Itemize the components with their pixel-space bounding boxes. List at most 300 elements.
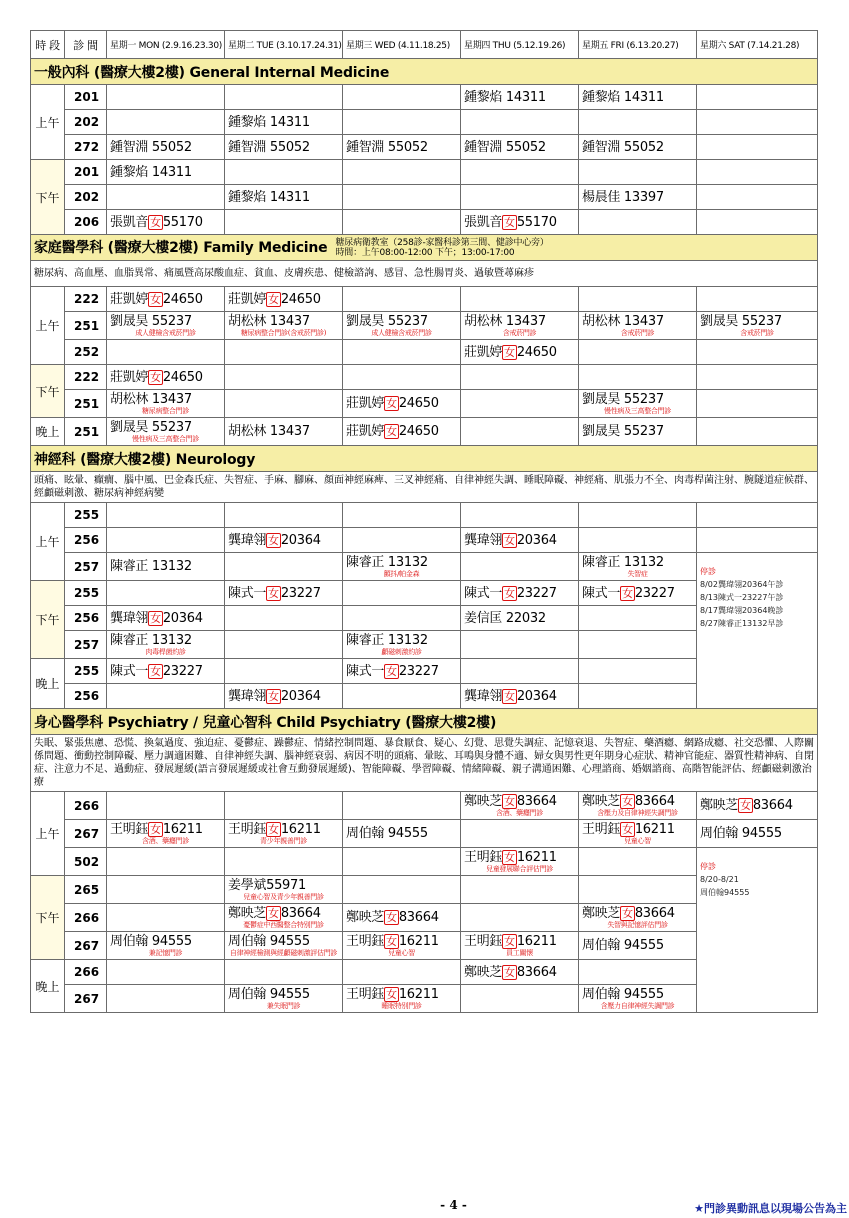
dept-header-row (31, 235, 818, 261)
room-number: 222 (65, 287, 107, 312)
female-badge: 女 (268, 533, 279, 547)
doctor-name (464, 689, 575, 704)
schedule-cell (461, 365, 579, 390)
schedule-cell (225, 210, 343, 235)
doctor-code: 83664 (752, 798, 793, 813)
doctor-name-text: 周伯翰 94555 (228, 934, 310, 949)
schedule-cell (107, 659, 225, 684)
dept-note-line: 時間：上午08:00-12:00 下午；13:00-17:00 (335, 248, 515, 258)
doctor-name-text: 鍾智淵 55052 (228, 139, 310, 155)
female-badge: 女 (504, 215, 515, 229)
schedule-cell (343, 418, 461, 446)
doctor-name (582, 987, 693, 1002)
doctor-name (582, 822, 693, 837)
doctor-name-text: 胡松林 13437 (110, 392, 192, 407)
female-badge: 女 (504, 851, 515, 864)
schedule-row (31, 820, 818, 848)
schedule-cell (225, 659, 343, 684)
schedule-cell (225, 110, 343, 135)
doctor-name (346, 664, 457, 679)
schedule-row (31, 312, 818, 340)
schedule-cell (343, 581, 461, 606)
dept-title-cell (31, 709, 818, 735)
dept-desc-row (31, 261, 818, 287)
schedule-cell (461, 160, 579, 185)
doctor-code: 16211 (398, 987, 439, 1002)
clinic-note: 顱磁刺激約診 (381, 648, 422, 656)
clinic-note: 兒童心智 (624, 837, 651, 845)
doctor-code: 83664 (634, 794, 675, 809)
dept-note (335, 238, 548, 258)
schedule-cell (697, 312, 818, 340)
schedule-cell (343, 606, 461, 631)
doctor-name-text: 鄭映芝 (464, 964, 503, 980)
clinic-note: 含戒菸門診 (740, 329, 774, 337)
schedule-cell (343, 820, 461, 848)
doctor-code: 23227 (516, 585, 557, 601)
room-number: 252 (65, 340, 107, 365)
day-header: 星期二 TUE (3.10.17.24.31) (225, 31, 343, 59)
schedule-row (31, 553, 818, 581)
doctor-code: 20364 (280, 688, 321, 704)
doctor-name (700, 314, 814, 329)
doctor-name (110, 664, 221, 679)
doctor-name-text: 王明鈺 (464, 850, 503, 865)
female-badge: 女 (504, 935, 515, 948)
doctor-name-text: 莊凱婷 (346, 424, 385, 439)
schedule-cell (579, 553, 697, 581)
doctor-name-text: 周伯翰 94555 (582, 938, 664, 953)
doctor-name-text: 鍾智淵 55052 (110, 139, 192, 155)
day-header: 星期五 FRI (6.13.20.27) (579, 31, 697, 59)
schedule-cell (225, 528, 343, 553)
schedule-cell (461, 185, 579, 210)
clinic-note: 自律神經檢測與經顱磁刺激評估門診 (229, 949, 338, 957)
schedule-cell (225, 960, 343, 985)
doctor-name-text: 鍾智淵 55052 (582, 139, 664, 155)
doctor-name (582, 314, 693, 329)
doctor-name-text: 劉晟昊 55237 (582, 424, 664, 439)
schedule-cell (697, 365, 818, 390)
schedule-cell (343, 876, 461, 904)
schedule-cell (461, 503, 579, 528)
room-number: 206 (65, 210, 107, 235)
period-label: 上午 (31, 287, 65, 365)
schedule-cell (579, 848, 697, 876)
schedule-cell (107, 960, 225, 985)
doctor-name-text: 劉晟昊 55237 (346, 314, 428, 329)
female-badge: 女 (740, 799, 751, 812)
period-label: 上午 (31, 792, 65, 876)
doctor-code: 55170 (162, 214, 203, 230)
doctor-name-text: 王明鈺 (110, 822, 149, 837)
doctor-name-text: 鍾黎焰 14311 (228, 189, 310, 205)
doctor-name (110, 420, 221, 435)
doctor-name (700, 826, 814, 841)
schedule-cell (343, 960, 461, 985)
doctor-name (346, 934, 457, 949)
schedule-cell (579, 581, 697, 606)
female-badge: 女 (268, 823, 279, 836)
doctor-name-text: 鄭映芝 (346, 910, 385, 925)
doctor-name (228, 115, 339, 130)
clinic-note: 糖尿病整合門診(含戒菸門診) (240, 329, 327, 337)
page-number: - 4 - (440, 1198, 467, 1212)
schedule-cell (225, 820, 343, 848)
dept-title-cell (31, 235, 818, 261)
schedule-cell (697, 418, 818, 446)
doctor-name (464, 794, 575, 809)
schedule-cell (225, 160, 343, 185)
doctor-name (464, 850, 575, 865)
schedule-cell (225, 85, 343, 110)
schedule-cell (461, 340, 579, 365)
doctor-name (464, 314, 575, 329)
room-number: 251 (65, 418, 107, 446)
clinic-note: 兒童心智及青少年親善門診 (243, 893, 324, 901)
clinic-note: 含壓力自律神經失調門診 (600, 1002, 675, 1010)
doctor-name (228, 934, 339, 949)
period-label: 下午 (31, 876, 65, 960)
schedule-cell (461, 390, 579, 418)
schedule-cell (579, 390, 697, 418)
doctor-name-text: 莊凱婷 (464, 344, 503, 360)
clinic-note: 兒童心智 (388, 949, 415, 957)
female-badge: 女 (504, 586, 515, 600)
schedule-cell (225, 553, 343, 581)
doctor-code: 16211 (516, 934, 557, 949)
doctor-code: 24650 (162, 291, 203, 307)
doctor-code: 20364 (516, 688, 557, 704)
schedule-cell (225, 684, 343, 709)
schedule-cell (225, 503, 343, 528)
schedule-cell (579, 160, 697, 185)
doctor-name-text: 鍾黎焰 14311 (110, 164, 192, 180)
schedule-cell (107, 792, 225, 820)
room-number: 266 (65, 792, 107, 820)
schedule-row (31, 390, 818, 418)
suspension-line: 周伯翰94555 (700, 888, 750, 897)
room-number: 266 (65, 904, 107, 932)
doctor-name (464, 90, 575, 105)
doctor-name-text: 姜學斌55971 (228, 878, 306, 893)
schedule-cell (579, 904, 697, 932)
schedule-cell (107, 904, 225, 932)
schedule-cell (343, 985, 461, 1013)
doctor-code: 83664 (398, 910, 439, 925)
schedule-cell (343, 365, 461, 390)
doctor-name (582, 938, 693, 953)
doctor-name (582, 90, 693, 105)
schedule-cell (579, 960, 697, 985)
schedule-cell (343, 503, 461, 528)
schedule-cell (579, 792, 697, 820)
schedule-cell (461, 631, 579, 659)
doctor-name (582, 190, 693, 205)
schedule-cell (697, 185, 818, 210)
schedule-row (31, 528, 818, 553)
doctor-code: 20364 (516, 532, 557, 548)
schedule-cell (225, 287, 343, 312)
doctor-name (346, 140, 457, 155)
schedule-cell (107, 503, 225, 528)
clinic-note: 含酒、藥癮門診 (142, 837, 189, 845)
schedule-cell (343, 312, 461, 340)
doctor-name (228, 689, 339, 704)
clinic-note: 含戒菸門診 (502, 329, 537, 337)
schedule-cell (225, 390, 343, 418)
schedule-cell (461, 606, 579, 631)
room-number: 257 (65, 631, 107, 659)
doctor-name-text: 王明鈺 (228, 822, 267, 837)
schedule-cell (461, 848, 579, 876)
schedule-cell (579, 528, 697, 553)
female-badge: 女 (622, 823, 633, 836)
schedule-cell (461, 985, 579, 1013)
period-label: 下午 (31, 160, 65, 235)
female-badge: 女 (504, 795, 515, 808)
schedule-cell (343, 110, 461, 135)
dept-header-row (31, 59, 818, 85)
schedule-cell (107, 312, 225, 340)
schedule-cell (343, 631, 461, 659)
period-label: 下午 (31, 365, 65, 418)
doctor-name (582, 586, 693, 601)
schedule-cell (697, 110, 818, 135)
schedule-cell (343, 904, 461, 932)
doctor-code: 24650 (280, 291, 321, 307)
room-number: 256 (65, 684, 107, 709)
schedule-cell (461, 581, 579, 606)
schedule-row (31, 340, 818, 365)
dept-description: 頭痛、眩暈、癲癇、腦中風、巴金森氏症、失智症、手麻、腳麻、顏面神經麻痺、三叉神經痛、自律神經失調、睡眠障礙、神經痛、肌張力不全、肉毒桿菌注射、腕隧道症候群、經顱磁刺激、糖尿病神經病變 (31, 472, 818, 503)
female-badge: 女 (504, 533, 515, 547)
schedule-cell (461, 792, 579, 820)
doctor-code: 23227 (634, 585, 675, 601)
schedule-cell (225, 932, 343, 960)
female-badge: 女 (150, 215, 161, 229)
doctor-name (346, 826, 457, 841)
schedule-cell (107, 185, 225, 210)
female-badge: 女 (268, 292, 279, 306)
doctor-name-text: 莊凱婷 (110, 369, 149, 385)
schedule-cell (343, 287, 461, 312)
female-badge: 女 (268, 586, 279, 600)
schedule-row (31, 365, 818, 390)
schedule-row (31, 503, 818, 528)
schedule-cell (343, 792, 461, 820)
schedule-row (31, 418, 818, 446)
dept-desc-row (31, 735, 818, 792)
doctor-name-text: 莊凱婷 (110, 291, 149, 307)
schedule-cell (579, 210, 697, 235)
schedule-cell (579, 820, 697, 848)
schedule-cell (579, 985, 697, 1013)
room-number: 201 (65, 85, 107, 110)
doctor-name-text: 楊晨佳 13397 (582, 189, 664, 205)
doctor-name (346, 633, 457, 648)
period-header: 時 段 (31, 31, 65, 59)
room-number: 201 (65, 160, 107, 185)
suspension-notice (697, 848, 818, 1013)
dept-note-line: 糖尿病衛教室（258診-家醫科診第三間、健診中心旁） (335, 238, 549, 248)
schedule-cell (697, 792, 818, 820)
female-badge: 女 (386, 664, 397, 678)
doctor-code: 24650 (162, 369, 203, 385)
schedule-cell (697, 528, 818, 553)
doctor-name-text: 鄭映芝 (582, 906, 621, 921)
clinic-note: 肉毒桿菌約診 (145, 648, 186, 656)
doctor-name-text: 劉晟昊 55237 (110, 314, 192, 329)
schedule-cell (343, 932, 461, 960)
doctor-name (228, 190, 339, 205)
room-number: 267 (65, 932, 107, 960)
doctor-name-text: 陳式一 (582, 585, 621, 601)
schedule-cell (697, 210, 818, 235)
doctor-name-text: 陳睿正 13132 (110, 633, 192, 648)
female-badge: 女 (386, 911, 397, 924)
period-label: 下午 (31, 581, 65, 659)
schedule-cell (461, 960, 579, 985)
room-number: 222 (65, 365, 107, 390)
suspension-notice (697, 553, 818, 709)
header-row (31, 31, 818, 59)
clinic-note: 睡眠特別門診 (381, 1002, 422, 1010)
suspension-line: 8/13陳式一23227午診 (700, 593, 784, 602)
doctor-code: 24650 (398, 424, 439, 439)
doctor-name (582, 424, 693, 439)
doctor-code: 83664 (516, 794, 557, 809)
schedule-row (31, 135, 818, 160)
doctor-name-text: 鍾黎焰 14311 (464, 89, 546, 105)
doctor-name (346, 314, 457, 329)
doctor-name-text: 胡松林 13437 (228, 424, 310, 439)
schedule-row (31, 85, 818, 110)
schedule-cell (107, 581, 225, 606)
female-badge: 女 (386, 988, 397, 1001)
doctor-name-text: 胡松林 13437 (582, 314, 664, 329)
schedule-cell (225, 418, 343, 446)
clinic-note: 糖尿病整合門診 (142, 407, 189, 415)
doctor-code: 23227 (280, 585, 321, 601)
room-number: 267 (65, 985, 107, 1013)
doctor-name (228, 906, 339, 921)
schedule-cell (225, 848, 343, 876)
clinic-note: 成人健檢含戒菸門診 (135, 329, 196, 337)
schedule-cell (697, 503, 818, 528)
schedule-cell (343, 390, 461, 418)
doctor-name (110, 633, 221, 648)
doctor-name (228, 533, 339, 548)
doctor-code: 16211 (280, 822, 321, 837)
schedule-cell (579, 340, 697, 365)
doctor-name-text: 王明鈺 (346, 934, 385, 949)
schedule-page (30, 30, 847, 1215)
schedule-cell (343, 210, 461, 235)
room-number: 256 (65, 528, 107, 553)
schedule-cell (579, 365, 697, 390)
dept-header-row (31, 709, 818, 735)
doctor-name-text: 王明鈺 (582, 822, 621, 837)
schedule-cell (343, 848, 461, 876)
clinic-note: 員工關懷 (506, 949, 533, 957)
schedule-row (31, 160, 818, 185)
doctor-name (110, 559, 221, 574)
doctor-name-text: 陳式一 (228, 585, 267, 601)
schedule-cell (225, 135, 343, 160)
schedule-cell (461, 418, 579, 446)
doctor-code: 55170 (516, 214, 557, 230)
doctor-name-text: 姜信匡 22032 (464, 610, 546, 626)
clinic-note: 兼失眠門診 (266, 1002, 301, 1010)
schedule-cell (107, 110, 225, 135)
doctor-name-text: 陳睿正 13132 (346, 555, 428, 570)
female-badge: 女 (150, 292, 161, 306)
schedule-row (31, 287, 818, 312)
female-badge: 女 (622, 795, 633, 808)
schedule-cell (579, 684, 697, 709)
dept-title: 身心醫學科 Psychiatry / 兒童心智科 Child Psychiatry (醫療大樓2樓) (34, 714, 497, 731)
female-badge: 女 (150, 370, 161, 384)
clinic-note: 慢性病及三高整合門診 (132, 435, 199, 443)
doctor-name (464, 345, 575, 360)
female-badge: 女 (386, 425, 397, 438)
schedule-cell (107, 684, 225, 709)
room-number: 266 (65, 960, 107, 985)
schedule-row (31, 792, 818, 820)
doctor-name-text: 陳式一 (464, 585, 503, 601)
schedule-row (31, 110, 818, 135)
doctor-name (464, 533, 575, 548)
doctor-name-text: 張凱音 (464, 214, 503, 230)
doctor-name-text: 龔瑋翎 (464, 532, 503, 548)
doctor-name-text: 龔瑋翎 (110, 610, 149, 626)
schedule-cell (225, 792, 343, 820)
schedule-cell (461, 932, 579, 960)
schedule-cell (461, 904, 579, 932)
schedule-cell (225, 904, 343, 932)
female-badge: 女 (622, 907, 633, 920)
doctor-name (228, 987, 339, 1002)
doctor-name-text: 龔瑋翎 (228, 532, 267, 548)
doctor-name-text: 陳睿正 13132 (582, 555, 664, 570)
doctor-name-text: 陳式一 (110, 663, 149, 679)
period-label: 晚上 (31, 960, 65, 1013)
doctor-code: 16211 (398, 934, 439, 949)
doctor-name (346, 424, 457, 439)
schedule-cell (579, 503, 697, 528)
dept-description: 失眠、緊張焦慮、恐慌、換氣過度、強迫症、憂鬱症、躁鬱症、情緒控制問題、暴食厭食、疑心、幻覺、思覺失調症、記憶衰退、失智症、藥酒癮、網路成癮、社交恐懼、人際關係問題、衝動控制障礙、壓力調適困難、自律神經失調、腦神經衰弱、病因不明的頭痛、暈眩、耳鳴與身體不適、婦女與男性更年期身心症狀、精神官能症、器質性精神病、自閉症、注意力不足、過動症、發展遲緩(語言發展遲緩或社會互動發展遲緩)、智能障礙、學習障礙、情緒障礙、親子溝通困難、心理諮商、婚姻諮商、高階智能評估、經顱磁刺激治療 (31, 735, 818, 792)
doctor-name-text: 龔瑋翎 (464, 688, 503, 704)
doctor-name (346, 555, 457, 570)
room-number: 202 (65, 185, 107, 210)
doctor-name (700, 798, 814, 813)
doctor-name (110, 165, 221, 180)
doctor-name-text: 鍾黎焰 14311 (228, 114, 310, 130)
room-number: 272 (65, 135, 107, 160)
doctor-name (228, 140, 339, 155)
doctor-name (582, 140, 693, 155)
room-number: 251 (65, 390, 107, 418)
schedule-cell (579, 418, 697, 446)
schedule-cell (343, 553, 461, 581)
schedule-cell (461, 210, 579, 235)
schedule-cell (461, 110, 579, 135)
doctor-name (346, 910, 457, 925)
schedule-cell (343, 659, 461, 684)
doctor-name (110, 392, 221, 407)
schedule-cell (461, 820, 579, 848)
